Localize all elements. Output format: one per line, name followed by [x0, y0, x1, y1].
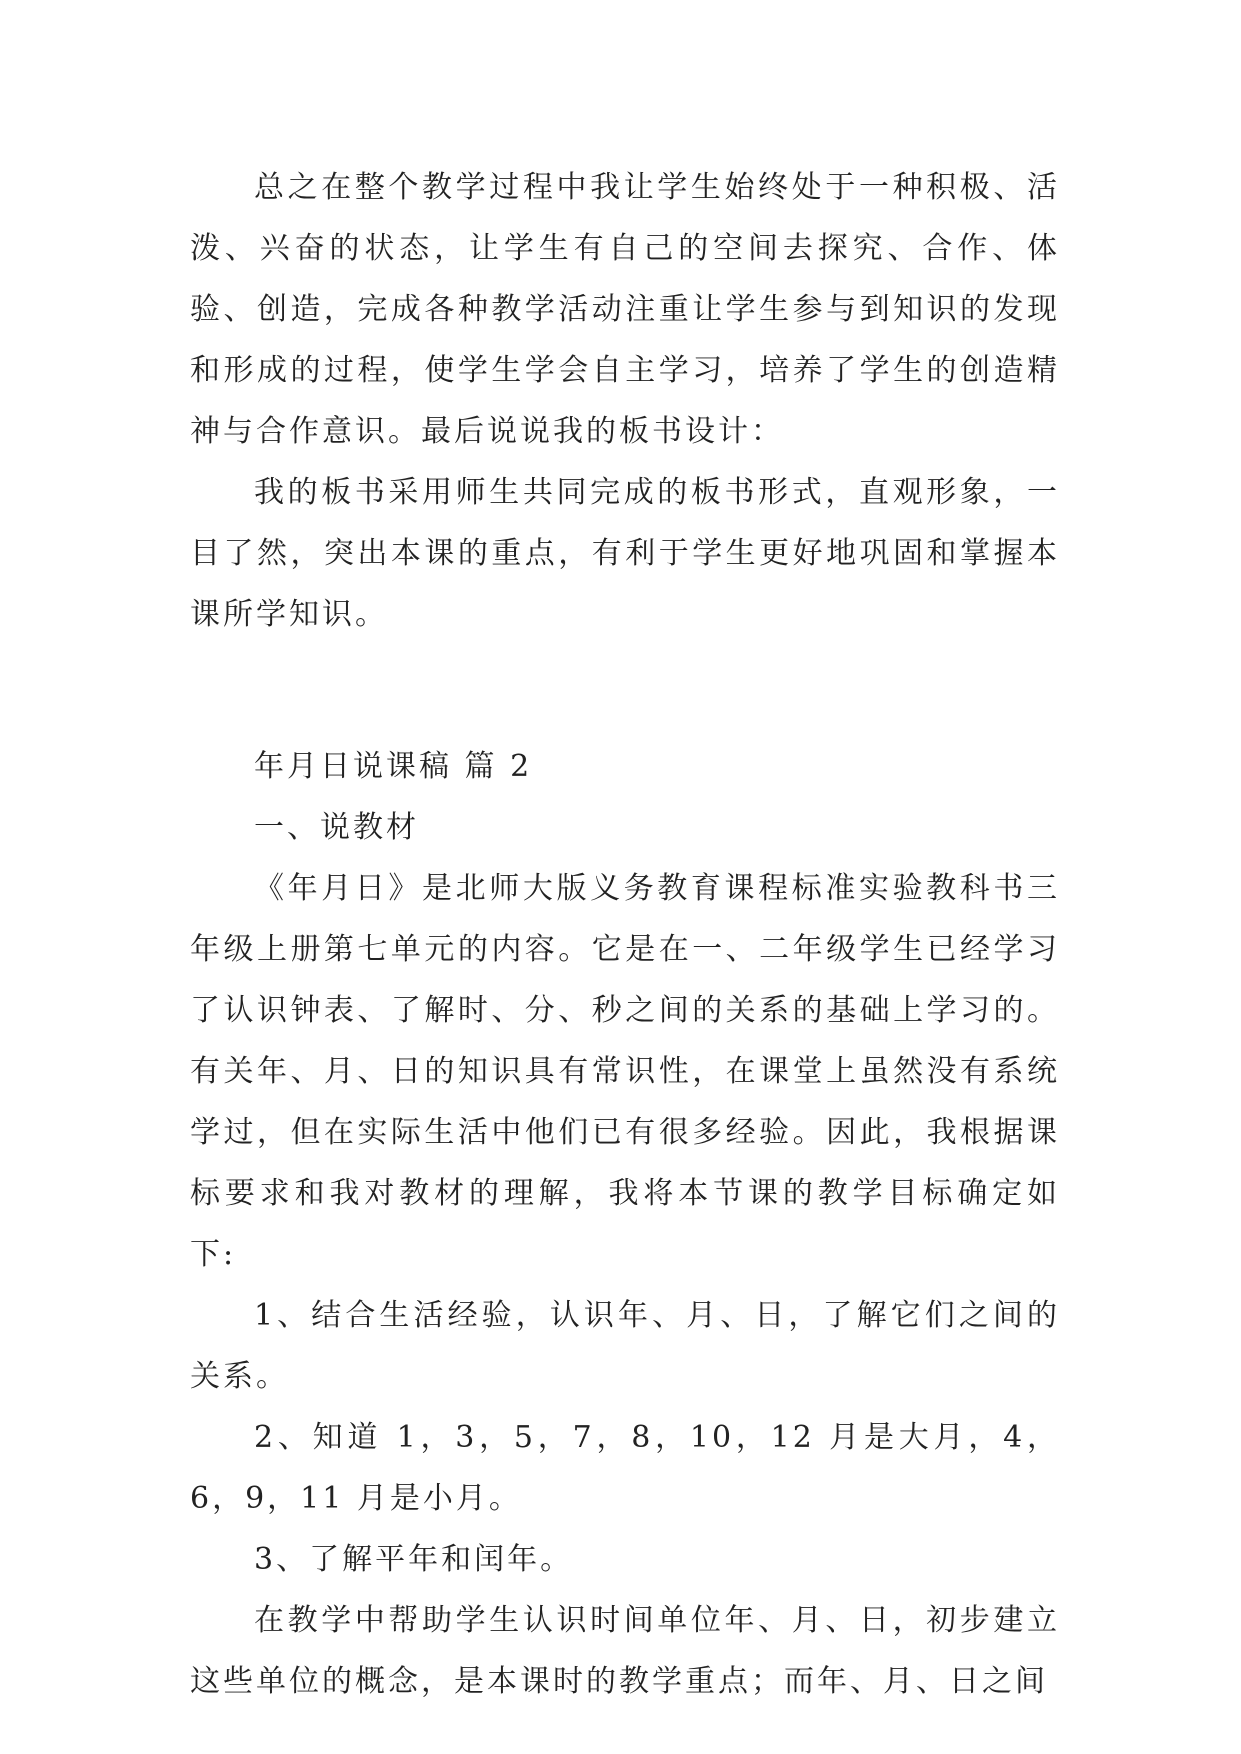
document-body — [190, 157, 1060, 1712]
paragraph-teaching-focus: 在教学中帮助学生认识时间单位年、月、日，初步建立这些单位的概念，是本课时的教学重点；而年、月、日之间 — [190, 1603, 1060, 1699]
goal-item-3: 3、了解平年和闰年。 — [254, 1542, 574, 1577]
paragraph-summary: 总之在整个教学过程中我让学生始终处于一种积极、活泼、兴奋的状态，让学生有自己的空间去探究、合作、体验、创造，完成各种教学活动注重让学生参与到知识的发现和形成的过程，使学生学会自主学习，培养了学生的创造精神与合作意识。最后说说我的板书设计： — [190, 170, 1060, 449]
goal-item-2: 2、知道 1，3，5，7，8，10，12 月是大月，4，6，9，11 月是小月。 — [190, 1420, 1060, 1516]
goal-item-1: 1、结合生活经验，认识年、月、日，了解它们之间的关系。 — [190, 1298, 1060, 1394]
section-spacer — [190, 645, 1060, 736]
paragraph-textbook-intro: 《年月日》是北师大版义务教育课程标准实验教科书三年级上册第七单元的内容。它是在一、二年级学生已经学习了认识钟表、了解时、分、秒之间的关系的基础上学习的。有关年、月、日的知识具有常识性，在课堂上虽然没有系统学过，但在实际生活中他们已有很多经验。因此，我根据课标要求和我对教材的理解，我将本节课的教学目标确定如下: — [190, 871, 1060, 1272]
paragraph-blackboard-design: 我的板书采用师生共同完成的板书形式，直观形象，一目了然，突出本课的重点，有利于学生更好地巩固和掌握本课所学知识。 — [190, 475, 1060, 632]
section-title: 年月日说课稿 篇 2 — [254, 749, 533, 784]
subheading-textbook: 一、说教材 — [254, 810, 419, 845]
